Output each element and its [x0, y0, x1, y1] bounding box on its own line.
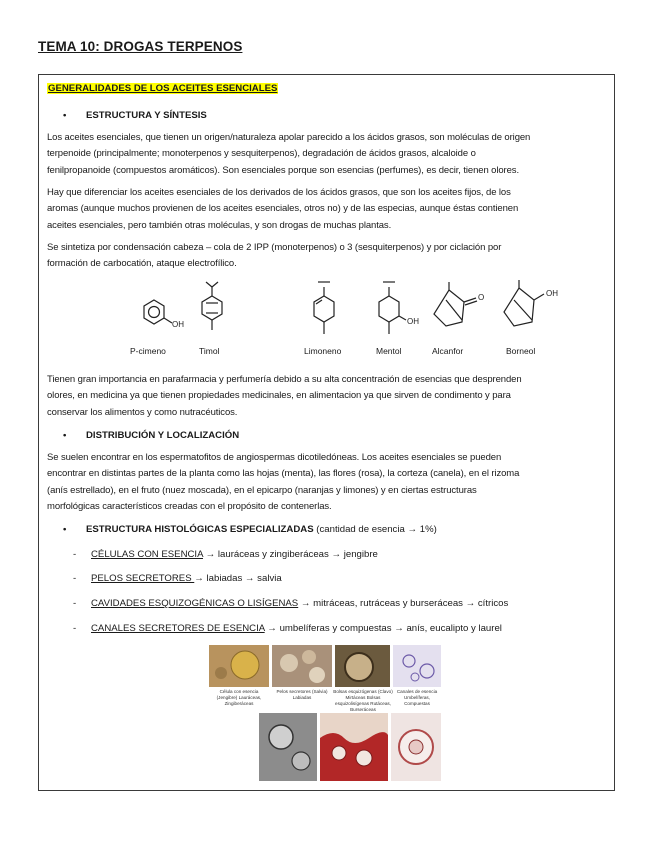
molecule-label: P-cimeno [130, 346, 166, 356]
list-item [73, 623, 502, 634]
molecule-structures-figure [130, 282, 558, 362]
page-title: TEMA 10: DROGAS TERPENOS [38, 39, 243, 54]
list-item [73, 573, 282, 584]
p-cimeno-ring [144, 300, 164, 324]
content-box [38, 74, 615, 791]
svg-text:OH: OH [546, 289, 558, 298]
p1-line: fenilpropanoide (compuestos aromáticos). Son esenciales porque son esencias (perfumes), es decir, tienen olores. [47, 164, 519, 176]
micrograph-caption: Bolsas esquizógenas (Clavo) Mirtáceas Bolsas esquizolisígenas Rutáceas, Burseráceas [333, 689, 393, 712]
p2-line: aromas (aunque muchos provienen de los aceites esenciales, otros no) y de las especias, aunque éstas contienen [47, 203, 519, 215]
micrograph-caption: Célula con esencia (Jengibre) Lauráceas, Zingiberáceas [216, 689, 262, 706]
p5-line: (anís estrellado), en el fruto (nuez moscada), en el epicarpo (naranjas y limones) y en ciertas estructuras [47, 484, 477, 496]
molecule-label: Alcanfor [432, 346, 464, 356]
molecule-label: Borneol [506, 346, 536, 356]
molecule-label: Timol [199, 346, 220, 356]
list-item-term: CANALES SECRETORES DE ESENCIA [91, 623, 265, 634]
bullet-distribucion [63, 430, 240, 441]
p2-line: aceites esenciales, pero también otras moléculas, y son drogas de muchas plantas. [47, 219, 392, 231]
paragraph-1 [47, 130, 607, 179]
micrograph-collage [209, 643, 444, 785]
p1-line: Los aceites esenciales, que tienen un origen/naturaleza apolar parecido a los ácidos grasos, son moléculas de origen [47, 132, 531, 143]
alcanfor-ring [434, 290, 464, 326]
micrograph-caption: Canales de esencia Umbelíferas, Compuestas [396, 689, 438, 706]
p3-line: formación de carbocatión, ataque electrofílico. [47, 258, 237, 270]
svg-text:OH: OH [407, 317, 419, 326]
p5-line: Se suelen encontrar en los espermatofitos de angiospermas dicotiledóneas. Los aceites esenciales se pueden [47, 452, 502, 463]
micrograph-caption: Pelos secretores (Salvia) Labiadas [276, 689, 328, 700]
dash-marker: - [73, 598, 77, 609]
section-heading: GENERALIDADES DE LOS ACEITES ESENCIALES [48, 83, 278, 94]
molecule-label: Mentol [376, 346, 402, 356]
list-item-term: CAVIDADES ESQUIZOGÉNICAS O LISÍGENAS [91, 598, 299, 609]
list-item [73, 598, 509, 609]
p4-line: olores, en medicina ya que tienen propiedades medicinales, en alimentacion ya que sirven de condimento y para [47, 390, 511, 402]
bullet-estructura-label: ESTRUCTURA Y SÍNTESIS [86, 110, 207, 121]
list-item-rest: → mitráceas, rutráceas y burseráceas → cítricos [298, 598, 509, 609]
paragraph-5 [47, 450, 607, 515]
list-item-term: CÉLULAS CON ESENCIA [91, 549, 203, 560]
list-item-rest: → lauráceas y zingiberáceas → jengibre [202, 549, 378, 560]
bullet-histologicas [63, 524, 437, 535]
list-item [73, 549, 378, 560]
p3-line: Se sintetiza por condensación cabeza – cola de 2 IPP (monoterpenos) o 3 (sesquiterpenos) y por ciclación por [47, 242, 502, 253]
paragraph-2 [47, 185, 607, 234]
p1-line: terpenoide (principalmente; monoterpenos y sesquiterpenos), degradación de ácidos grasos, alcaloide o [47, 148, 476, 160]
bullet-histologicas-suffix: (cantidad de esencia → 1%) [313, 524, 437, 535]
borneol-ring [504, 288, 534, 326]
list-item-rest: → labiadas → salvia [194, 573, 282, 584]
micrograph-tiles [209, 643, 444, 785]
p2-line: Hay que diferenciar los aceites esenciales de los derivados de los ácidos grasos, que son los aceites fijos, de los [47, 187, 511, 198]
dash-marker: - [73, 623, 77, 634]
molecule-drawings [134, 282, 558, 362]
svg-text:O: O [478, 293, 485, 302]
paragraph-4 [47, 372, 607, 421]
dash-marker: - [73, 549, 77, 560]
p5-line: encontrar en distintas partes de la planta como las hojas (menta), las flores (rosa), la corteza (canela), en el rizoma [47, 468, 520, 480]
molecule-label: Limoneno [304, 346, 342, 356]
mentol-ring [379, 296, 399, 322]
bullet-dot: • [63, 524, 67, 535]
p4-line: conservar los alimentos y como nutracéuticos. [47, 406, 238, 418]
bullet-distribucion-label: DISTRIBUCIÓN Y LOCALIZACIÓN [86, 430, 240, 441]
timol-ring [202, 296, 222, 320]
p4-line: Tienen gran importancia en parafarmacia y perfumería debido a su alta concentración de esencias que desprenden [47, 374, 522, 385]
dash-marker: - [73, 573, 77, 584]
svg-text:OH: OH [172, 320, 184, 329]
p5-line: morfológicas característicos creadas con el propósito de contenerlas. [47, 500, 332, 512]
bullet-dot: • [63, 430, 67, 441]
bullet-estructura [63, 110, 207, 121]
limoneno-ring [314, 296, 334, 322]
bullet-histologicas-label: ESTRUCTURA HISTOLÓGICAS ESPECIALIZADAS [86, 524, 314, 535]
bullet-dot: • [63, 110, 67, 121]
list-item-rest: → umbelíferas y compuestas → anís, eucalipto y laurel [264, 623, 502, 634]
paragraph-3 [47, 240, 607, 273]
list-item-term: PELOS SECRETORES [91, 573, 195, 584]
